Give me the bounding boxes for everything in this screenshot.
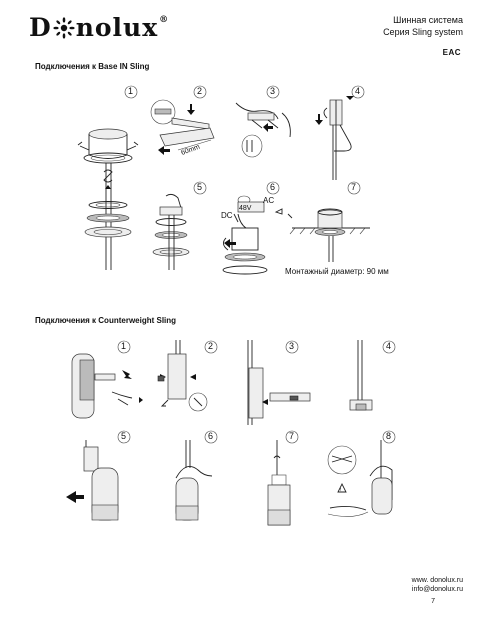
base-in-sling-exploded-view: [78, 129, 138, 270]
s1-step-3: 3: [270, 86, 276, 96]
cw-step4-detail: [350, 340, 372, 410]
svg-text:!: !: [340, 488, 342, 494]
s2-step-7: 7: [289, 431, 295, 441]
step5-rings-detail: [153, 194, 189, 270]
cw-step3-detail: [248, 340, 310, 425]
cw-step7-detail: [268, 440, 290, 525]
cw-step1-detail: [72, 354, 143, 418]
label-dc: DC: [221, 211, 233, 220]
s2-step-4: 4: [386, 341, 392, 351]
registered-mark: ®: [159, 15, 170, 25]
s1-step-2: 2: [197, 86, 203, 96]
step2-install-detail: [151, 100, 214, 157]
step4-clip-detail: [315, 96, 354, 180]
s1-step-5: 5: [197, 182, 203, 192]
footer-website-link[interactable]: www. donolux.ru: [411, 577, 463, 584]
page-number: 7: [431, 598, 435, 605]
dimension-60mm: 60mm: [180, 143, 201, 157]
brand-name-rest: nolux: [75, 13, 159, 42]
s2-step-8: 8: [386, 431, 392, 441]
cw-step2-detail: [158, 340, 207, 411]
footer-email-link[interactable]: info@donolux.ru: [411, 586, 463, 593]
s1-step-6: 6: [270, 182, 276, 192]
cw-step8-detail: [328, 440, 392, 517]
mounting-diameter-caption: Монтажный диаметр: 90 мм: [285, 267, 389, 276]
eac-mark: EAC: [442, 48, 461, 57]
s2-step-6: 6: [208, 431, 214, 441]
step6-power-detail: [221, 196, 292, 274]
label-ac: AC: [263, 196, 275, 205]
cw-step5-detail: [66, 440, 118, 520]
section1-step-badges: [125, 86, 364, 194]
label-48v: 48V: [239, 205, 252, 212]
s2-step-2: 2: [208, 341, 214, 351]
cw-step6-detail: [176, 440, 212, 520]
s1-step-4: 4: [355, 86, 361, 96]
step3-wiring-detail: [236, 103, 290, 157]
section-title-base-in: Подключения к Base IN Sling: [35, 62, 150, 71]
s1-step-7: 7: [351, 182, 357, 192]
s2-step-3: 3: [289, 341, 295, 351]
brand-letter-d: D: [29, 13, 52, 42]
section-title-counterweight: Подключения к Counterweight Sling: [35, 316, 177, 325]
header-line-1: Шинная система: [393, 15, 463, 25]
s1-step-1: 1: [128, 86, 134, 96]
s2-step-5: 5: [121, 431, 127, 441]
header-line-2: Серия Sling system: [383, 27, 463, 37]
step7-mounted-view: [290, 209, 370, 262]
s2-step-1: 1: [121, 341, 127, 351]
